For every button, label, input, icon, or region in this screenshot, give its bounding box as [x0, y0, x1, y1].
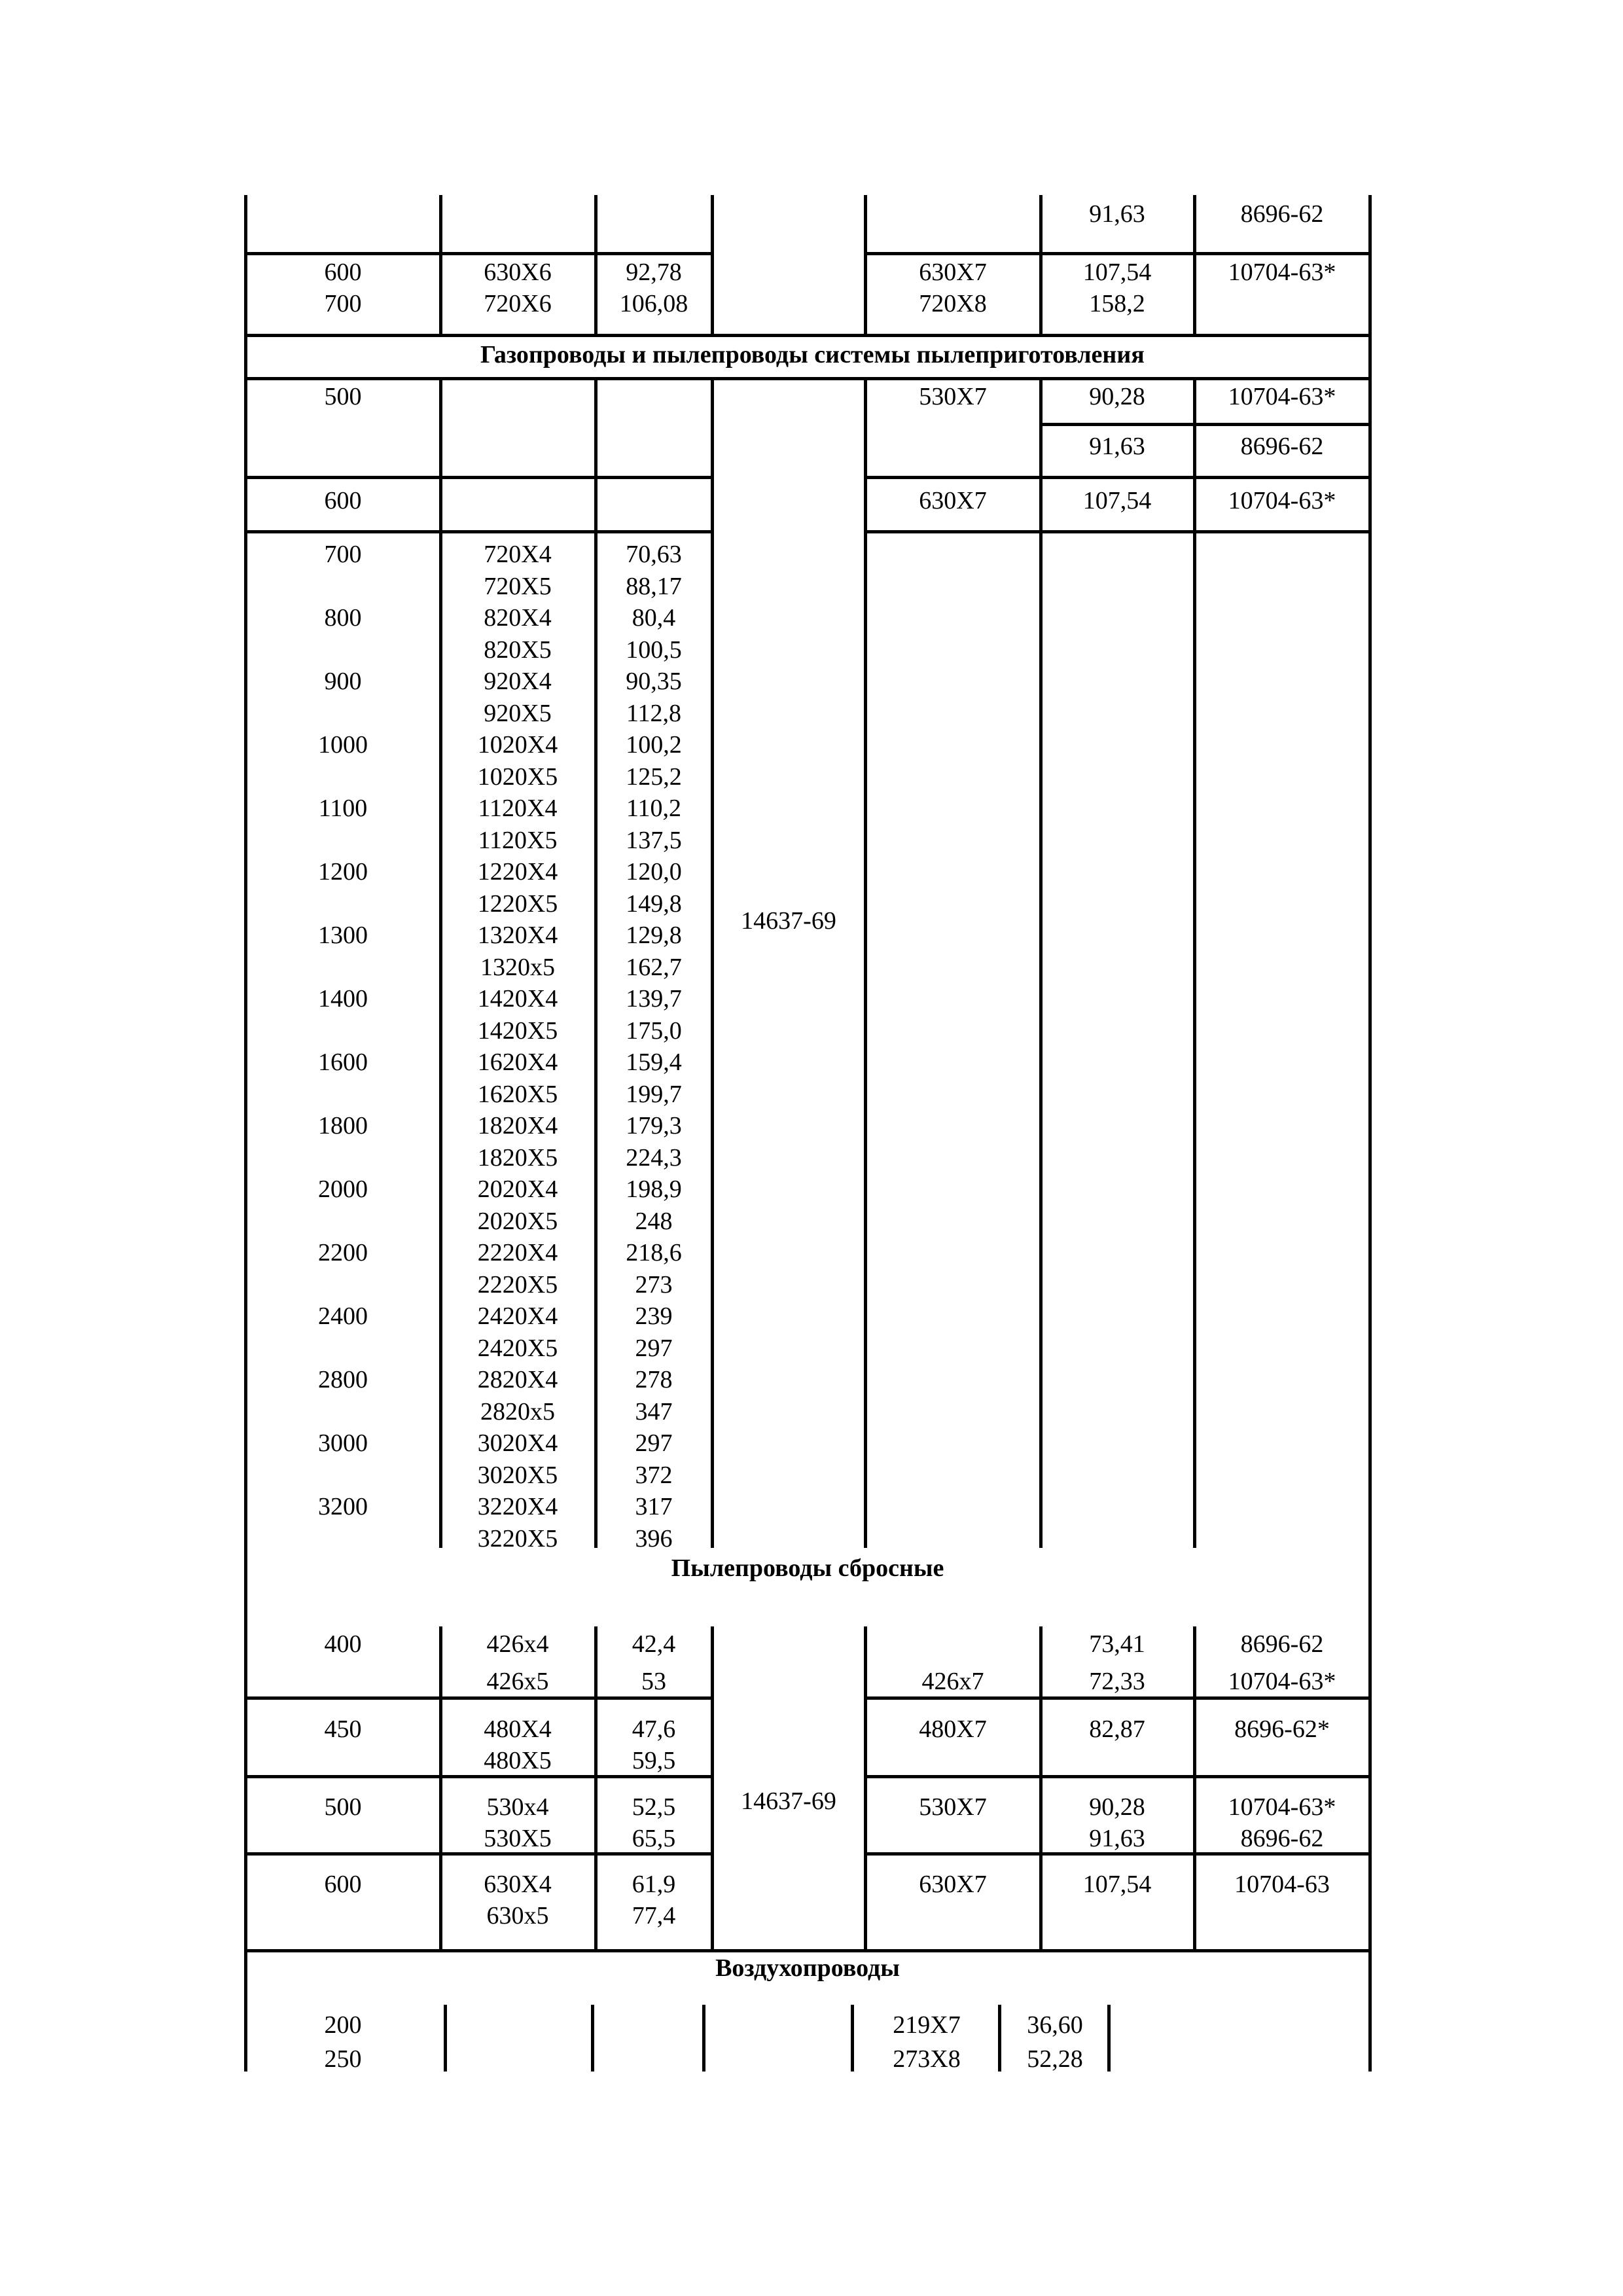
gost-alt-cell: 8696-62 — [1240, 200, 1324, 228]
column-rule — [1193, 380, 1196, 1548]
nominal-diameter-cell: 2800 — [318, 1366, 368, 1393]
nominal-diameter-cell: 3000 — [318, 1429, 368, 1457]
pipe-size-cell: 3220X4 — [477, 1493, 558, 1520]
weight-cell: 159,4 — [626, 1049, 682, 1076]
gost-cell: 14637-69 — [741, 1787, 836, 1815]
weight-alt-cell: 107,54 — [1082, 259, 1152, 286]
weight-cell: 88,17 — [626, 572, 682, 600]
weight-alt-cell: 158,2 — [1089, 290, 1145, 317]
nominal-diameter-cell: 200 — [324, 2011, 362, 2039]
pipe-size-cell: 1020X5 — [477, 762, 558, 791]
gost-alt-cell: 8696-62 — [1240, 1630, 1324, 1658]
pipe-size-cell: 426x4 — [486, 1630, 549, 1658]
pipe-size-cell: 1820X4 — [477, 1112, 558, 1139]
weight-cell: 317 — [635, 1493, 673, 1520]
weight-cell: 149,8 — [626, 889, 682, 918]
weight-cell: 77,4 — [632, 1902, 676, 1929]
gost-alt-cell: 10704-63 — [1234, 1871, 1330, 1898]
weight-alt-cell: 91,63 — [1089, 433, 1145, 460]
weight-cell: 179,3 — [626, 1112, 682, 1139]
weight-cell: 92,78 — [626, 259, 682, 286]
pipe-size-cell: 720X5 — [484, 572, 552, 600]
weight-alt-cell: 36,60 — [1027, 2011, 1083, 2039]
section-heading: Воздухопроводы — [715, 1954, 900, 1982]
pipe-size-cell: 1420X5 — [477, 1016, 558, 1045]
weight-alt-cell: 52,28 — [1027, 2045, 1083, 2073]
weight-cell: 120,0 — [626, 858, 682, 886]
nominal-diameter-cell: 250 — [324, 2045, 362, 2073]
nominal-diameter-cell: 900 — [324, 668, 362, 695]
weight-cell: 198,9 — [626, 1175, 682, 1203]
weight-cell: 218,6 — [626, 1239, 682, 1266]
nominal-diameter-cell: 600 — [324, 487, 362, 514]
nominal-diameter-cell: 600 — [324, 259, 362, 286]
pipe-size-cell: 1120X5 — [478, 826, 558, 854]
nominal-diameter-cell: 1000 — [318, 731, 368, 759]
nominal-diameter-cell: 500 — [324, 383, 362, 410]
pipe-size-alt-cell: 530X7 — [919, 1793, 987, 1821]
pipe-size-cell: 530X5 — [484, 1825, 552, 1852]
pipe-size-cell: 480X4 — [484, 1715, 552, 1743]
section-heading: Пылепроводы сбросные — [671, 1554, 944, 1582]
row-rule — [1041, 423, 1370, 426]
nominal-diameter-cell: 400 — [324, 1630, 362, 1658]
pipe-size-cell: 630X4 — [484, 1871, 552, 1898]
weight-cell: 372 — [635, 1461, 673, 1489]
weight-cell: 80,4 — [632, 604, 676, 632]
nominal-diameter-cell: 600 — [324, 1871, 362, 1898]
weight-cell: 396 — [635, 1524, 673, 1552]
weight-cell: 278 — [635, 1366, 673, 1393]
nominal-diameter-cell: 700 — [324, 541, 362, 568]
nominal-diameter-cell: 2000 — [318, 1175, 368, 1203]
pipe-size-cell: 2820X4 — [477, 1366, 558, 1393]
weight-alt-cell: 72,33 — [1089, 1668, 1145, 1695]
weight-alt-cell: 90,28 — [1089, 383, 1145, 410]
weight-cell: 137,5 — [626, 826, 682, 854]
pipe-size-cell: 720X6 — [484, 290, 552, 317]
gost-alt-cell: 10704-63* — [1228, 383, 1336, 410]
pipe-size-cell: 2820x5 — [480, 1397, 555, 1426]
section-heading-rule — [245, 377, 1370, 380]
weight-cell: 42,4 — [632, 1630, 676, 1658]
weight-cell: 297 — [635, 1334, 673, 1362]
pipe-size-cell: 1420X4 — [477, 985, 558, 1013]
pipe-size-cell: 1820X5 — [477, 1143, 558, 1172]
gost-alt-cell: 10704-63* — [1228, 487, 1336, 514]
weight-alt-cell: 91,63 — [1089, 200, 1145, 228]
pipe-size-alt-cell: 630X7 — [919, 259, 987, 286]
gost-alt-cell: 8696-62 — [1240, 433, 1324, 460]
gost-alt-cell: 8696-62 — [1240, 1825, 1324, 1852]
row-rule — [865, 476, 1370, 479]
weight-cell: 70,63 — [626, 541, 682, 568]
pipe-size-cell: 2020X5 — [477, 1207, 558, 1235]
pipe-size-alt-cell: 530X7 — [919, 383, 987, 410]
gost-alt-cell: 8696-62* — [1234, 1715, 1330, 1743]
pipe-size-cell: 1620X5 — [477, 1080, 558, 1108]
nominal-diameter-cell: 3200 — [318, 1493, 368, 1520]
pipe-size-cell: 2420X4 — [477, 1302, 558, 1330]
weight-cell: 52,5 — [632, 1793, 676, 1821]
nominal-diameter-cell: 450 — [324, 1715, 362, 1743]
pipe-size-cell: 1620X4 — [477, 1049, 558, 1076]
nominal-diameter-cell: 1400 — [318, 985, 368, 1013]
pipe-size-alt-cell: 219X7 — [893, 2011, 961, 2039]
pipe-size-alt-cell: 480X7 — [919, 1715, 987, 1743]
weight-cell: 61,9 — [632, 1871, 676, 1898]
pipe-size-cell: 720X4 — [484, 541, 552, 568]
weight-cell: 47,6 — [632, 1715, 676, 1743]
row-rule — [865, 530, 1370, 533]
pipe-size-cell: 3020X5 — [477, 1461, 558, 1489]
pipe-size-cell: 920X4 — [484, 668, 552, 695]
pipe-size-cell: 1220X5 — [477, 889, 558, 918]
weight-cell: 90,35 — [626, 668, 682, 695]
pipe-size-cell: 3220X5 — [477, 1524, 558, 1552]
pipe-size-cell: 426x5 — [486, 1668, 549, 1695]
row-rule — [865, 252, 1370, 255]
section-heading: Газопроводы и пылепроводы системы пылеприготовления — [480, 341, 1145, 368]
weight-cell: 248 — [635, 1207, 673, 1235]
nominal-diameter-cell: 700 — [324, 290, 362, 317]
gost-alt-cell: 10704-63* — [1228, 1793, 1336, 1821]
weight-cell: 106,08 — [619, 290, 688, 317]
section-heading-rule — [245, 334, 1370, 337]
pipe-size-alt-cell: 720X8 — [919, 290, 987, 317]
pipe-size-alt-cell: 630X7 — [919, 487, 987, 514]
nominal-diameter-cell: 2200 — [318, 1239, 368, 1266]
column-rule — [1039, 380, 1043, 1548]
pipe-size-cell: 820X5 — [484, 636, 552, 664]
row-rule — [245, 530, 712, 533]
pipe-size-cell: 630x5 — [486, 1902, 549, 1929]
pipe-size-alt-cell: 630X7 — [919, 1871, 987, 1898]
weight-cell: 129,8 — [626, 922, 682, 949]
pipe-size-cell: 1120X4 — [478, 795, 558, 822]
nominal-diameter-cell: 1200 — [318, 858, 368, 886]
row-rule — [245, 252, 712, 255]
weight-cell: 110,2 — [626, 795, 682, 822]
pipe-size-cell: 480X5 — [484, 1747, 552, 1774]
weight-alt-cell: 82,87 — [1089, 1715, 1145, 1743]
weight-cell: 347 — [635, 1397, 673, 1426]
weight-cell: 65,5 — [632, 1825, 676, 1852]
pipe-size-cell: 1320x5 — [480, 953, 555, 981]
gost-alt-cell: 10704-63* — [1228, 259, 1336, 286]
pipe-size-cell: 920X5 — [484, 699, 552, 727]
weight-cell: 53 — [641, 1668, 666, 1695]
weight-cell: 239 — [635, 1302, 673, 1330]
pipe-size-cell: 2220X5 — [477, 1270, 558, 1299]
weight-alt-cell: 91,63 — [1089, 1825, 1145, 1852]
gost-cell: 14637-69 — [741, 907, 836, 935]
weight-alt-cell: 107,54 — [1082, 1871, 1152, 1898]
weight-cell: 112,8 — [626, 699, 682, 727]
pipe-size-cell: 3020X4 — [477, 1429, 558, 1457]
nominal-diameter-cell: 2400 — [318, 1302, 368, 1330]
nominal-diameter-cell: 1100 — [318, 795, 368, 822]
pipe-size-cell: 1320X4 — [477, 922, 558, 949]
nominal-diameter-cell: 1600 — [318, 1049, 368, 1076]
pipe-size-cell: 1220X4 — [477, 858, 558, 886]
weight-alt-cell: 90,28 — [1089, 1793, 1145, 1821]
weight-cell: 59,5 — [632, 1747, 676, 1774]
pipe-size-cell: 1020X4 — [477, 731, 558, 759]
weight-cell: 224,3 — [626, 1143, 682, 1172]
right-border — [1368, 334, 1372, 1604]
pipe-size-cell: 530x4 — [486, 1793, 549, 1821]
nominal-diameter-cell: 1800 — [318, 1112, 368, 1139]
nominal-diameter-cell: 800 — [324, 604, 362, 632]
weight-alt-cell: 107,54 — [1082, 487, 1152, 514]
row-rule — [245, 476, 712, 479]
weight-cell: 100,5 — [626, 636, 682, 664]
weight-cell: 199,7 — [626, 1080, 682, 1108]
weight-cell: 273 — [635, 1270, 673, 1299]
weight-cell: 125,2 — [626, 762, 682, 791]
pipe-size-cell: 2220X4 — [477, 1239, 558, 1266]
weight-cell: 162,7 — [626, 953, 682, 981]
nominal-diameter-cell: 1300 — [318, 922, 368, 949]
pipe-size-alt-cell: 426x7 — [921, 1668, 984, 1695]
nominal-diameter-cell: 500 — [324, 1793, 362, 1821]
pipe-size-cell: 630X6 — [484, 259, 552, 286]
weight-cell: 100,2 — [626, 731, 682, 759]
pipe-size-cell: 2420X5 — [477, 1334, 558, 1362]
weight-cell: 139,7 — [626, 985, 682, 1013]
weight-alt-cell: 73,41 — [1089, 1630, 1145, 1658]
pipe-size-cell: 820X4 — [484, 604, 552, 632]
pipe-size-alt-cell: 273X8 — [893, 2045, 961, 2073]
gost-alt-cell: 10704-63* — [1228, 1668, 1336, 1695]
weight-cell: 297 — [635, 1429, 673, 1457]
weight-cell: 175,0 — [626, 1016, 682, 1045]
pipe-size-cell: 2020X4 — [477, 1175, 558, 1203]
